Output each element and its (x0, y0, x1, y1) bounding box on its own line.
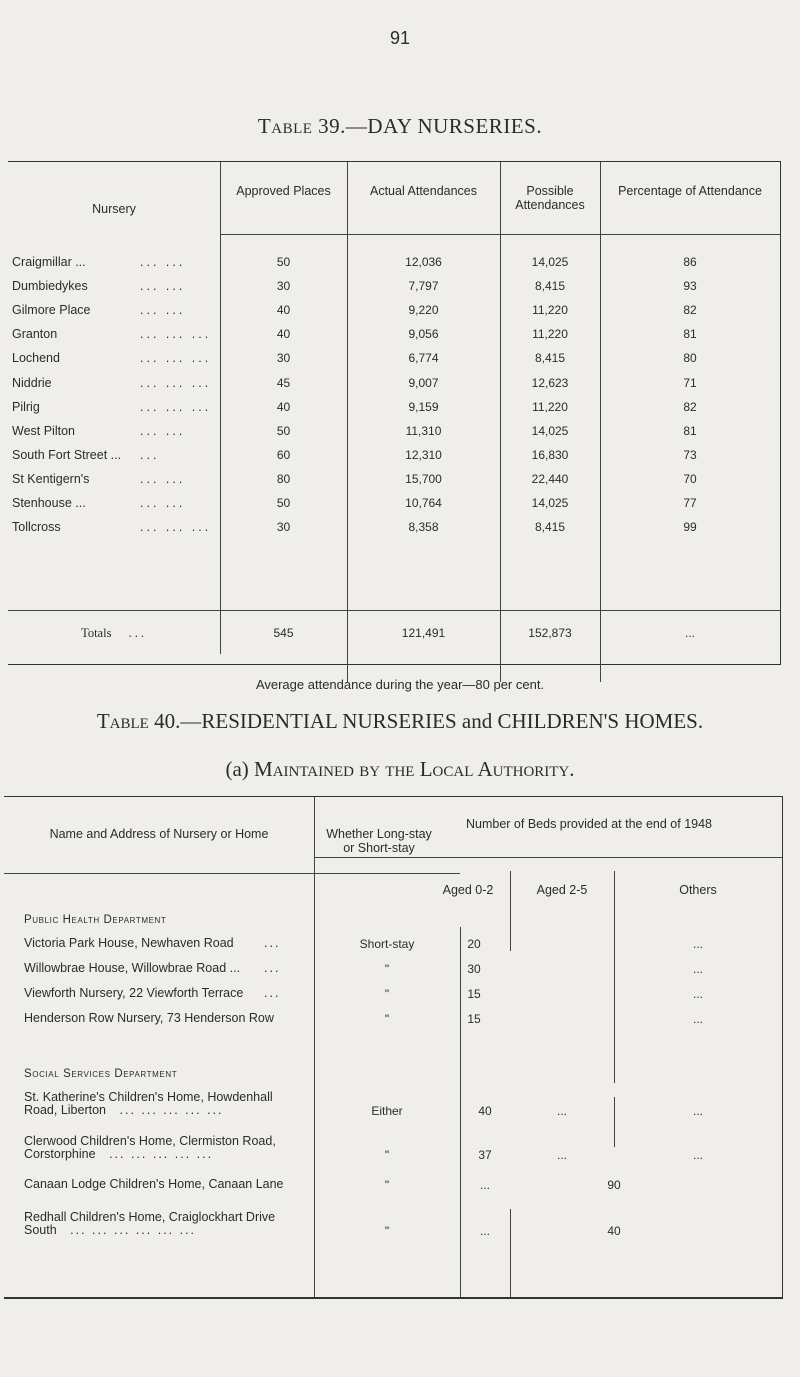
home-name: Clerwood Children's Home, Clermiston Road, Corstorphine ... ... ... ... ... (24, 1134, 276, 1161)
nursery-name: South Fort Street ... ... (12, 447, 160, 462)
possible-attendances: 14,025 (531, 496, 569, 510)
approved-places: 40 (276, 327, 291, 342)
table-row (8, 472, 780, 496)
table-row (8, 279, 780, 303)
beds-others: ... (692, 1148, 703, 1162)
beds-aged-0-2: 40 (478, 1104, 492, 1118)
percentage-attendance: 81 (683, 327, 697, 342)
stay-type: Short-stay (359, 937, 415, 951)
actual-attendances: 12,310 (405, 447, 442, 462)
percentage-attendance: 71 (683, 375, 697, 390)
header-actual-attendances: Actual Attendances (369, 184, 478, 198)
totals-label: Totals (81, 626, 112, 640)
beds-aged-0-5: 15 (467, 987, 481, 1001)
totals-actual: 121,491 (401, 626, 446, 640)
beds-aged-0-5: 30 (467, 962, 481, 976)
beds-aged-0-5: 20 (467, 937, 481, 951)
approved-places: 50 (276, 255, 291, 269)
possible-attendances: 11,220 (532, 303, 568, 318)
home-name: Viewforth Nursery, 22 Viewforth Terrace ... (24, 986, 281, 1000)
table40-title (0, 709, 800, 734)
beds-aged-0-5: 15 (467, 1012, 481, 1026)
table39-title-prefix: Table 39. (257, 114, 346, 138)
stay-type: " (384, 962, 390, 976)
beds-aged-2-5: ... (556, 1104, 567, 1118)
table40-title-prefix: Table 40. (96, 709, 181, 733)
home-name: Redhall Children's Home, Craiglockhart Drive South ... ... ... ... ... ... (24, 1210, 276, 1237)
table40-subtitle: (a) Maintained by the Local Authority. (225, 757, 575, 781)
approved-places: 40 (276, 303, 291, 318)
actual-attendances: 8,358 (408, 520, 439, 535)
stay-type: " (384, 987, 390, 1001)
table-row (8, 303, 780, 327)
table-row (8, 351, 780, 375)
table-row (8, 327, 780, 351)
actual-attendances: 7,797 (408, 279, 439, 294)
percentage-attendance: 81 (683, 423, 697, 438)
percentage-attendance: 70 (683, 471, 697, 486)
possible-attendances: 14,025 (531, 255, 569, 269)
possible-attendances: 11,220 (532, 399, 568, 414)
percentage-attendance: 77 (683, 496, 697, 510)
table-row (8, 448, 780, 472)
header-nursery: Nursery (92, 202, 136, 216)
beds-aged-2-5-and-others: 90 (607, 1178, 621, 1192)
possible-attendances: 8,415 (534, 351, 566, 366)
beds-aged-0-2: ... (479, 1178, 490, 1192)
beds-others: ... (692, 962, 703, 976)
stay-type: " (384, 1148, 390, 1162)
beds-others: ... (692, 987, 703, 1001)
approved-places: 30 (276, 279, 291, 294)
approved-places: 50 (276, 496, 291, 510)
possible-attendances: 12,623 (531, 375, 569, 390)
actual-attendances: 11,310 (405, 423, 442, 438)
header-name-address: Name and Address of Nursery or Home (49, 827, 269, 841)
header-others: Others (679, 883, 717, 897)
header-approved-places: Approved Places (236, 184, 331, 198)
header-aged-2-5: Aged 2-5 (536, 883, 588, 897)
stay-type: " (384, 1224, 390, 1238)
home-name: Willowbrae House, Willowbrae Road ... ... (24, 961, 281, 975)
nursery-name: Lochend ... ... ... (12, 351, 212, 366)
percentage-attendance: 73 (683, 447, 697, 462)
header-possible-attendances: Possible Attendances (515, 184, 585, 212)
possible-attendances: 14,025 (531, 423, 569, 438)
home-name: Henderson Row Nursery, 73 Henderson Row (24, 1011, 274, 1025)
home-name: Victoria Park House, Newhaven Road ... (24, 936, 281, 950)
totals-possible: 152,873 (528, 626, 572, 640)
totals-approved: 545 (273, 626, 294, 640)
stay-type: Either (371, 1104, 403, 1118)
beds-aged-0-2: ... (479, 1224, 490, 1238)
nursery-name: Craigmillar ... ... ... (12, 255, 186, 269)
approved-places: 80 (276, 471, 291, 486)
table-row (8, 520, 780, 544)
actual-attendances: 9,056 (408, 327, 439, 342)
possible-attendances: 8,415 (534, 520, 566, 535)
beds-aged-2-5-and-others: 40 (607, 1224, 621, 1238)
header-aged-0-2: Aged 0-2 (442, 883, 494, 897)
header-percentage: Percentage of Attendance (618, 184, 762, 198)
nursery-name: Gilmore Place ... ... (12, 303, 186, 318)
approved-places: 60 (276, 447, 291, 462)
table40-title-rest: —RESIDENTIAL NURSERIES and CHILDREN'S HOMES. (180, 709, 704, 733)
approved-places: 45 (276, 375, 291, 390)
percentage-attendance: 82 (683, 303, 697, 318)
stay-type: " (384, 1178, 390, 1192)
page-number: 91 (389, 28, 411, 48)
nursery-name: Tollcross ... ... ... (12, 520, 212, 535)
actual-attendances: 15,700 (405, 471, 442, 486)
nursery-name: St Kentigern's ... ... (12, 471, 186, 486)
approved-places: 50 (276, 423, 291, 438)
approved-places: 30 (276, 520, 291, 535)
nursery-name: Dumbiedykes ... ... (12, 279, 186, 294)
header-number-of-beds: Number of Beds provided at the end of 1948 (466, 817, 712, 831)
totals-percentage: ... (684, 626, 695, 640)
approved-places: 40 (276, 399, 291, 414)
percentage-attendance: 86 (683, 255, 697, 269)
table-row (8, 424, 780, 448)
home-name: St. Katherine's Children's Home, Howdenhall Road, Liberton ... ... ... ... ... (24, 1090, 273, 1117)
actual-attendances: 9,159 (408, 399, 439, 414)
table39 (8, 161, 781, 665)
home-name: Canaan Lodge Children's Home, Canaan Lane (24, 1177, 284, 1191)
beds-others: ... (692, 1012, 703, 1026)
table40 (4, 796, 783, 1299)
actual-attendances: 9,220 (408, 303, 439, 318)
percentage-attendance: 82 (683, 399, 697, 414)
table-row (8, 255, 780, 279)
beds-others: ... (692, 937, 703, 951)
table-row (8, 400, 780, 424)
nursery-name: Stenhouse ... ... ... (12, 496, 186, 510)
section-social-services: Social Services Department (24, 1068, 178, 1080)
percentage-attendance: 93 (683, 279, 697, 294)
approved-places: 30 (276, 351, 291, 366)
possible-attendances: 16,830 (531, 447, 569, 462)
actual-attendances: 6,774 (408, 351, 439, 366)
header-whether-stay: Whether Long-stay or Short-stay (326, 827, 432, 855)
totals-row: Totals ... 545 121,491 152,873 ... (8, 626, 780, 650)
possible-attendances: 11,220 (532, 327, 568, 342)
nursery-name: Granton ... ... ... (12, 327, 212, 342)
beds-aged-2-5: ... (556, 1148, 567, 1162)
actual-attendances: 10,764 (405, 496, 442, 510)
table-row (8, 496, 780, 520)
beds-others: ... (692, 1104, 703, 1118)
percentage-attendance: 99 (683, 520, 697, 535)
nursery-name: Pilrig ... ... ... (12, 399, 212, 414)
actual-attendances: 9,007 (408, 375, 439, 390)
average-attendance-note: Average attendance during the year—80 per cent. (255, 677, 545, 692)
possible-attendances: 8,415 (534, 279, 566, 294)
section-public-health: Public Health Department (24, 914, 167, 926)
possible-attendances: 22,440 (531, 471, 569, 486)
stay-type: " (384, 1012, 390, 1026)
table-row (8, 376, 780, 400)
table39-title-rest: —DAY NURSERIES. (345, 114, 543, 138)
nursery-name: West Pilton ... ... (12, 423, 186, 438)
beds-aged-0-2: 37 (478, 1148, 492, 1162)
actual-attendances: 12,036 (405, 255, 442, 269)
percentage-attendance: 80 (683, 351, 697, 366)
nursery-name: Niddrie ... ... ... (12, 375, 212, 390)
table39-title (0, 114, 800, 139)
